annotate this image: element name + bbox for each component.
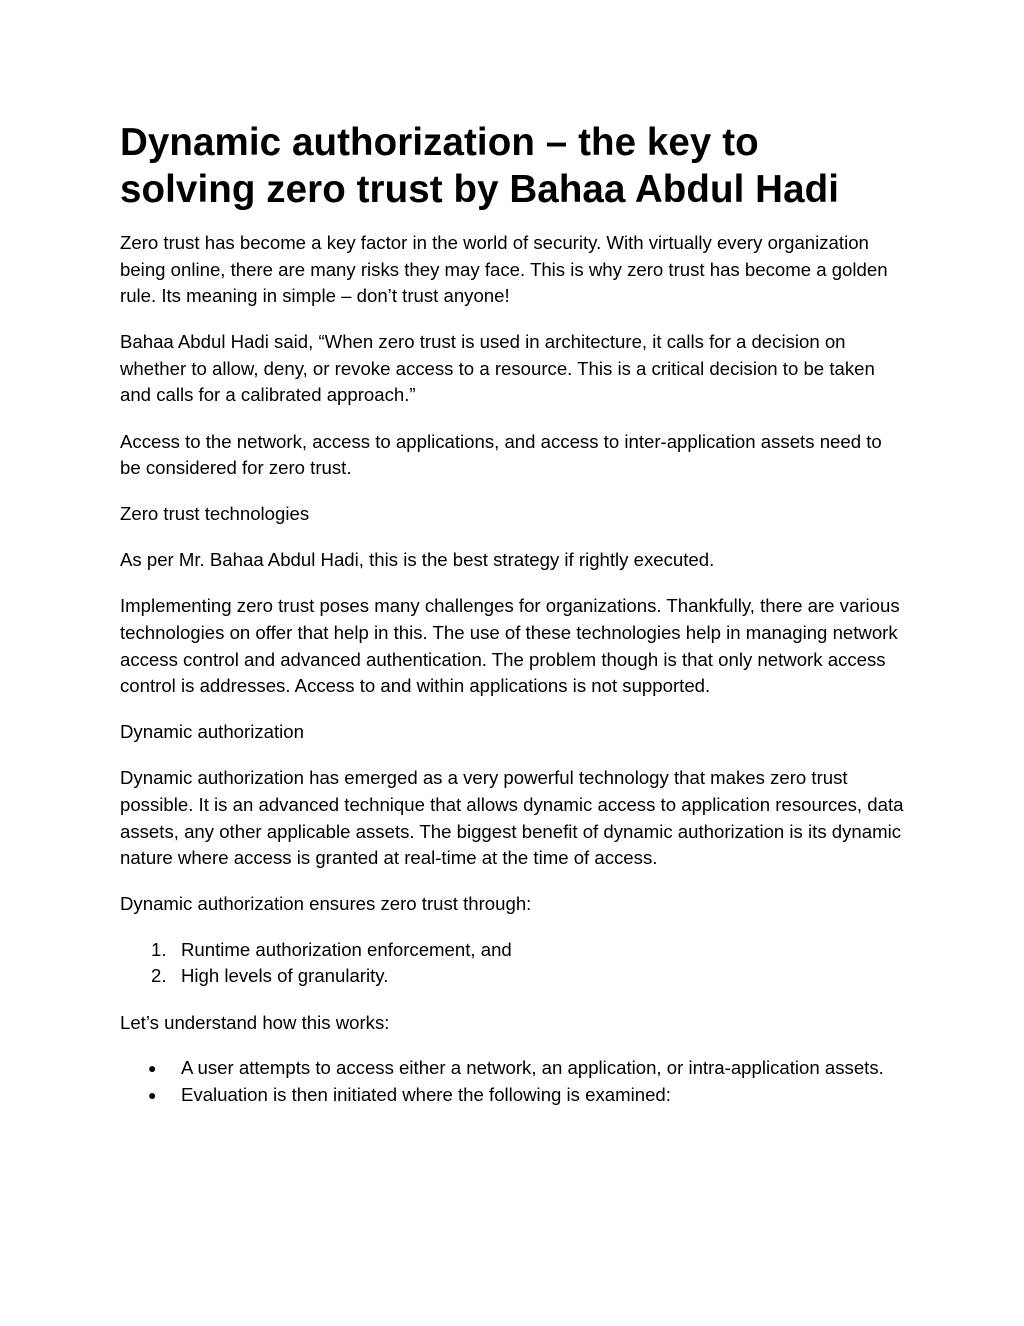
paragraph-implementing: Implementing zero trust poses many challenges for organizations. Thankfully, there are various technologies on offer that help in this. The use of these technologies help in managing network access control and advanced authentication. The problem though is that only network access control is addresses. Access to and within applications is not supported. <box>120 595 900 697</box>
list-item <box>151 963 905 990</box>
document-title: Dynamic authorization – the key to solving zero trust by Bahaa Abdul Hadi <box>120 121 840 211</box>
list-item-text: Evaluation is then initiated where the following is examined: <box>181 1083 671 1105</box>
list-item-text: High levels of granularity. <box>181 965 389 987</box>
list-marker: 1. <box>151 938 167 960</box>
paragraph-ensures: Dynamic authorization ensures zero trust through: <box>120 893 532 915</box>
bullet-list <box>120 1055 905 1108</box>
numbered-list <box>120 937 905 990</box>
paragraph-access: Access to the network, access to applications, and access to inter-application assets need to be considered for zero trust. <box>120 430 882 479</box>
bullet-icon: ● <box>148 1060 157 1077</box>
paragraph-strategy: As per Mr. Bahaa Abdul Hadi, this is the best strategy if rightly executed. <box>120 549 715 571</box>
list-item-text: Runtime authorization enforcement, and <box>181 938 512 960</box>
list-item-text: A user attempts to access either a network, an application, or intra-application assets. <box>181 1057 884 1079</box>
bullet-icon: ● <box>148 1086 157 1103</box>
list-item <box>148 1082 905 1109</box>
paragraph-quote: Bahaa Abdul Hadi said, “When zero trust is used in architecture, it calls for a decision on whether to allow, deny, or revoke access to a resource. This is a critical decision to be taken and calls for a calibrated approach.” <box>120 331 875 406</box>
list-marker: 2. <box>151 965 167 987</box>
paragraph-intro: Zero trust has become a key factor in the world of security. With virtually every organization being online, there are many risks they may face. This is why zero trust has become a golden rule. Its meaning in simple – don’t trust anyone! <box>120 232 888 307</box>
paragraph-how-it-works: Let’s understand how this works: <box>120 1011 390 1033</box>
list-item <box>148 1055 905 1082</box>
list-item <box>151 937 905 964</box>
section-heading-zero-trust-technologies: Zero trust technologies <box>120 503 310 525</box>
paragraph-dynamic-authorization: Dynamic authorization has emerged as a very powerful technology that makes zero trust possible. It is an advanced technique that allows dynamic access to application resources, data assets, any other applicable assets. The biggest benefit of dynamic authorization is its dynamic nature where access is granted at real-time at the time of access. <box>120 767 904 869</box>
section-heading-dynamic-authorization: Dynamic authorization <box>120 721 304 743</box>
